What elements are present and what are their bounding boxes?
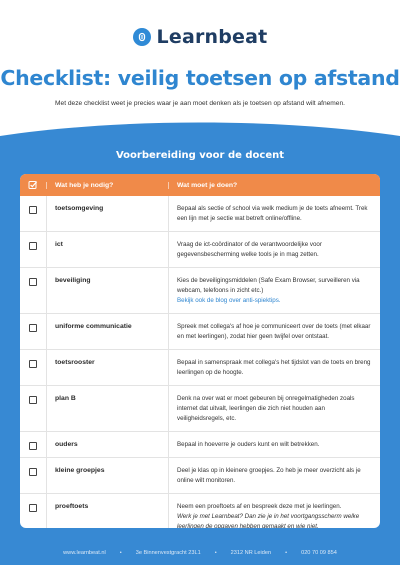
row-todo: Spreek met collega's af hoe je communiceert over de toets (met elkaar en met leerlingen), zodat hier geen twijfel over ontstaat. — [168, 314, 380, 349]
table-row — [20, 386, 380, 432]
row-need: uniforme communicatie — [46, 314, 168, 349]
logo[interactable] — [0, 26, 400, 48]
row-todo-italic: Werk je met Learnbeat? Dan zie je in het voortgangsscherm welke leerlingen de opgaven hebben gemaakt en wie niet. — [177, 513, 360, 528]
footer-city: 2312 NR Leiden — [230, 550, 272, 556]
learnbeat-logo-icon — [133, 28, 151, 46]
checkbox[interactable] — [29, 324, 37, 332]
row-need: ict — [46, 232, 168, 267]
checklist-table — [20, 174, 380, 528]
checkbox[interactable] — [29, 206, 37, 214]
checkbox[interactable] — [29, 442, 37, 450]
blog-link[interactable]: Bekijk ook de blog over anti-spiektips. — [177, 297, 281, 304]
row-todo: Deel je klas op in kleinere groepjes. Zo heb je meer overzicht als je online wilt monitoren. — [168, 458, 380, 493]
separator-dot: • — [119, 550, 122, 556]
row-need: plan B — [46, 386, 168, 431]
column-header-todo: Wat moet je doen? — [168, 182, 380, 189]
separator-dot: • — [285, 550, 288, 556]
row-todo: Denk na over wat er moet gebeuren bij onregelmatigheden zoals internet dat uitvalt, leerlingen die zich niet houden aan veiligheidsregels, etc. — [168, 386, 380, 431]
column-header-need: Wat heb je nodig? — [46, 182, 168, 189]
table-row — [20, 268, 380, 314]
checkbox[interactable] — [29, 242, 37, 250]
check-box-icon — [20, 180, 46, 190]
page-title: Checklist: veilig toetsen op afstand — [0, 66, 400, 90]
row-need: beveiliging — [46, 268, 168, 313]
row-need: toetsrooster — [46, 350, 168, 385]
table-row — [20, 350, 380, 386]
checkbox[interactable] — [29, 360, 37, 368]
row-todo — [168, 268, 380, 313]
checkbox[interactable] — [29, 468, 37, 476]
row-need: kleine groepjes — [46, 458, 168, 493]
row-need: toetsomgeving — [46, 196, 168, 231]
row-todo — [168, 494, 380, 528]
table-row — [20, 432, 380, 458]
section-title: Voorbereiding voor de docent — [115, 150, 285, 161]
table-row — [20, 458, 380, 494]
row-need: proeftoets — [46, 494, 168, 528]
table-row — [20, 232, 380, 268]
row-todo-text: Neem een proeftoets af en bespreek deze met je leerlingen. — [177, 503, 342, 510]
separator-dot: • — [214, 550, 217, 556]
checkbox[interactable] — [29, 278, 37, 286]
checkbox[interactable] — [29, 504, 37, 512]
row-todo: Bepaal als sectie of school via welk medium je de toets afneemt. Trek een lijn met je sectie wat betreft online/offline. — [168, 196, 380, 231]
table-header — [20, 174, 380, 196]
table-row — [20, 196, 380, 232]
footer-website[interactable]: www.learnbeat.nl — [63, 550, 106, 556]
row-todo-text: Kies de beveiligingsmiddelen (Safe Exam Browser, surveilleren via webcam, telefoons in zicht etc.) — [177, 277, 360, 294]
checkbox[interactable] — [29, 396, 37, 404]
row-todo: Bepaal in samenspraak met collega's het tijdslot van de toets en breng leerlingen op de hoogte. — [168, 350, 380, 385]
row-need: ouders — [46, 432, 168, 457]
row-todo: Bepaal in hoeverre je ouders kunt en wilt betrekken. — [168, 432, 380, 457]
footer-phone[interactable]: 020 70 09 854 — [301, 550, 337, 556]
table-row — [20, 314, 380, 350]
footer-address: 3e Binnenvestgracht 23L1 — [135, 550, 201, 556]
intro-text: Met deze checklist weet je precies waar je aan moet denken als je toetsen op afstand wilt afnemen. — [55, 100, 345, 107]
footer — [0, 550, 400, 556]
table-row — [20, 494, 380, 528]
brand-name: Learnbeat — [156, 26, 268, 48]
row-todo: Vraag de ict-coördinator of de verantwoordelijke voor gegevensbescherming welke tools je in mag zetten. — [168, 232, 380, 267]
